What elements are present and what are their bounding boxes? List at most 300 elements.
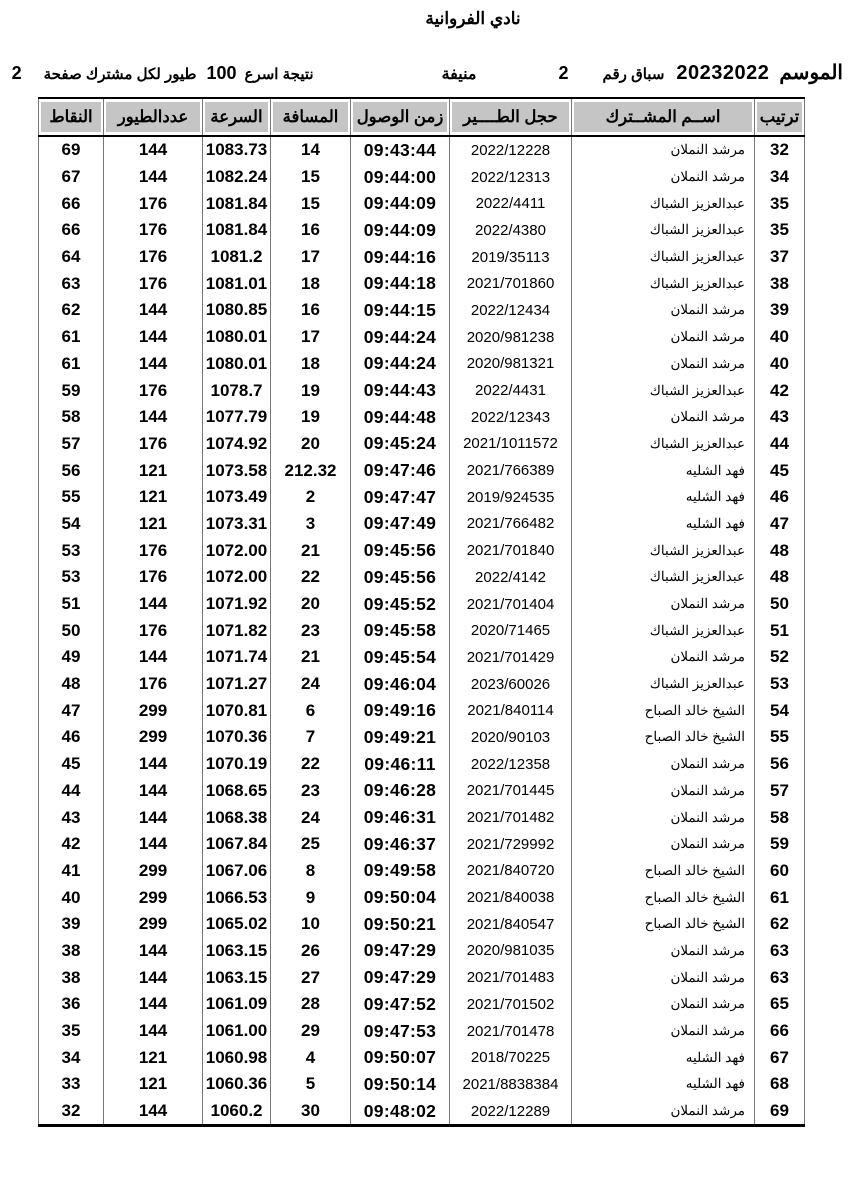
table-row: [39, 457, 805, 484]
participant-name-cell: عبدالعزيز الشباك: [572, 431, 755, 458]
bird-ring-cell: 2021/701483: [450, 964, 572, 991]
birds-count-cell: 144: [104, 644, 203, 671]
points-cell: 64: [39, 244, 104, 271]
bird-ring-cell: 2020/71465: [450, 617, 572, 644]
season-label: الموسم: [779, 62, 843, 84]
distance-cell: 20: [271, 431, 351, 458]
participant-name-cell: عبدالعزيز الشباك: [572, 270, 755, 297]
birds-count-cell: 176: [104, 564, 203, 591]
table-row: [39, 244, 805, 271]
arrival-time-cell: 09:46:11: [351, 751, 450, 778]
bird-ring-cell: 2021/701482: [450, 804, 572, 831]
rank-cell: 50: [755, 591, 805, 618]
distance-cell: 8: [271, 858, 351, 885]
participant-name-cell: الشيخ خالد الصباح: [572, 884, 755, 911]
bird-ring-cell: 2021/729992: [450, 831, 572, 858]
points-cell: 54: [39, 511, 104, 538]
distance-cell: 7: [271, 724, 351, 751]
arrival-time-cell: 09:50:14: [351, 1071, 450, 1098]
birds-count-cell: 144: [104, 991, 203, 1018]
speed-cell: 1070.19: [203, 751, 271, 778]
distance-cell: 25: [271, 831, 351, 858]
bird-ring-cell: 2021/840038: [450, 884, 572, 911]
speed-cell: 1077.79: [203, 404, 271, 431]
arrival-time-cell: 09:50:07: [351, 1044, 450, 1071]
rank-cell: 65: [755, 991, 805, 1018]
participant-name-cell: عبدالعزيز الشباك: [572, 217, 755, 244]
participant-name-cell: مرشد النملان: [572, 324, 755, 351]
rank-cell: 62: [755, 911, 805, 938]
arrival-time-cell: 09:44:18: [351, 270, 450, 297]
bird-ring-cell: 2021/840547: [450, 911, 572, 938]
bird-ring-cell: 2021/701840: [450, 537, 572, 564]
column-header-name-label: اســم المشــترك: [574, 102, 752, 132]
speed-cell: 1078.7: [203, 377, 271, 404]
arrival-time-cell: 09:45:58: [351, 617, 450, 644]
birds-count-cell: 144: [104, 964, 203, 991]
speed-cell: 1063.15: [203, 964, 271, 991]
bird-ring-cell: 2021/701478: [450, 1018, 572, 1045]
points-cell: 38: [39, 938, 104, 965]
distance-cell: 18: [271, 270, 351, 297]
birds-count-cell: 176: [104, 537, 203, 564]
rank-cell: 42: [755, 377, 805, 404]
season-value: 20232022: [676, 62, 770, 84]
bird-ring-cell: 2022/12228: [450, 136, 572, 164]
table-row: [39, 270, 805, 297]
column-header-speed-label: السرعة: [205, 102, 268, 132]
birds-count-cell: 121: [104, 1044, 203, 1071]
table-row: [39, 1018, 805, 1045]
rank-cell: 35: [755, 190, 805, 217]
points-cell: 35: [39, 1018, 104, 1045]
table-row: [39, 697, 805, 724]
arrival-time-cell: 09:50:21: [351, 911, 450, 938]
rank-cell: 39: [755, 297, 805, 324]
participant-name-cell: مرشد النملان: [572, 164, 755, 191]
participant-name-cell: مرشد النملان: [572, 136, 755, 164]
rank-cell: 60: [755, 858, 805, 885]
bird-ring-cell: 2022/12289: [450, 1098, 572, 1126]
table-row: [39, 1071, 805, 1098]
birds-count-cell: 176: [104, 617, 203, 644]
participant-name-cell: الشيخ خالد الصباح: [572, 911, 755, 938]
column-header-distance: [271, 98, 351, 136]
participant-name-cell: عبدالعزيز الشباك: [572, 244, 755, 271]
rank-cell: 53: [755, 671, 805, 698]
table-row: [39, 644, 805, 671]
arrival-time-cell: 09:48:02: [351, 1098, 450, 1126]
participant-name-cell: مرشد النملان: [572, 938, 755, 965]
distance-cell: 26: [271, 938, 351, 965]
birds-count-cell: 144: [104, 164, 203, 191]
distance-cell: 27: [271, 964, 351, 991]
points-cell: 50: [39, 617, 104, 644]
rank-cell: 45: [755, 457, 805, 484]
points-cell: 53: [39, 537, 104, 564]
birds-count-cell: 176: [104, 431, 203, 458]
speed-cell: 1081.01: [203, 270, 271, 297]
rank-cell: 35: [755, 217, 805, 244]
distance-cell: 16: [271, 297, 351, 324]
column-header-distance-label: المسافة: [273, 102, 348, 132]
distance-cell: 15: [271, 190, 351, 217]
points-cell: 41: [39, 858, 104, 885]
distance-cell: 14: [271, 136, 351, 164]
speed-cell: 1065.02: [203, 911, 271, 938]
table-row: [39, 297, 805, 324]
speed-cell: 1060.2: [203, 1098, 271, 1126]
arrival-time-cell: 09:49:16: [351, 697, 450, 724]
bird-ring-cell: 2019/35113: [450, 244, 572, 271]
participant-name-cell: الشيخ خالد الصباح: [572, 858, 755, 885]
arrival-time-cell: 09:44:24: [351, 351, 450, 378]
results-table-body: [39, 136, 805, 1126]
column-header-birds-label: عددالطيور: [106, 102, 200, 132]
race-location-name: منيفة: [441, 66, 477, 83]
distance-cell: 212.32: [271, 457, 351, 484]
speed-cell: 1063.15: [203, 938, 271, 965]
distance-cell: 22: [271, 564, 351, 591]
participant-name-cell: مرشد النملان: [572, 991, 755, 1018]
participant-name-cell: مرشد النملان: [572, 644, 755, 671]
birds-count-cell: 299: [104, 724, 203, 751]
arrival-time-cell: 09:47:29: [351, 964, 450, 991]
bird-ring-cell: 2021/766482: [450, 511, 572, 538]
points-cell: 59: [39, 377, 104, 404]
table-row: [39, 511, 805, 538]
arrival-time-cell: 09:45:52: [351, 591, 450, 618]
arrival-time-cell: 09:44:00: [351, 164, 450, 191]
birds-count-cell: 176: [104, 671, 203, 698]
distance-cell: 23: [271, 617, 351, 644]
participant-name-cell: الشيخ خالد الصباح: [572, 724, 755, 751]
table-row: [39, 217, 805, 244]
points-cell: 61: [39, 351, 104, 378]
rank-cell: 40: [755, 324, 805, 351]
results-table: [38, 97, 805, 1127]
speed-cell: 1074.92: [203, 431, 271, 458]
points-cell: 51: [39, 591, 104, 618]
points-cell: 62: [39, 297, 104, 324]
bird-ring-cell: 2020/981321: [450, 351, 572, 378]
results-table-header: [39, 98, 805, 136]
arrival-time-cell: 09:46:31: [351, 804, 450, 831]
points-cell: 36: [39, 991, 104, 1018]
participant-name-cell: فهد الشليه: [572, 457, 755, 484]
arrival-time-cell: 09:44:09: [351, 217, 450, 244]
birds-count-cell: 121: [104, 1071, 203, 1098]
participant-name-cell: مرشد النملان: [572, 1018, 755, 1045]
birds-count-cell: 176: [104, 244, 203, 271]
bird-ring-cell: 2021/701445: [450, 778, 572, 805]
rank-cell: 47: [755, 511, 805, 538]
speed-cell: 1072.00: [203, 564, 271, 591]
speed-cell: 1072.00: [203, 537, 271, 564]
arrival-time-cell: 09:46:04: [351, 671, 450, 698]
arrival-time-cell: 09:50:04: [351, 884, 450, 911]
bird-ring-cell: 2021/701404: [450, 591, 572, 618]
birds-count-cell: 144: [104, 591, 203, 618]
arrival-time-cell: 09:44:15: [351, 297, 450, 324]
rank-cell: 44: [755, 431, 805, 458]
bird-ring-cell: 2022/12358: [450, 751, 572, 778]
points-cell: 38: [39, 964, 104, 991]
points-cell: 61: [39, 324, 104, 351]
participant-name-cell: الشيخ خالد الصباح: [572, 697, 755, 724]
distance-cell: 28: [271, 991, 351, 1018]
participant-name-cell: مرشد النملان: [572, 297, 755, 324]
column-header-ring-label: حجل الطــــير: [452, 102, 569, 132]
rank-cell: 59: [755, 831, 805, 858]
rank-cell: 37: [755, 244, 805, 271]
participant-name-cell: مرشد النملان: [572, 404, 755, 431]
distance-cell: 17: [271, 244, 351, 271]
participant-name-cell: مرشد النملان: [572, 751, 755, 778]
table-row: [39, 884, 805, 911]
speed-cell: 1080.01: [203, 324, 271, 351]
rank-cell: 67: [755, 1044, 805, 1071]
rank-cell: 48: [755, 564, 805, 591]
speed-cell: 1081.2: [203, 244, 271, 271]
speed-cell: 1082.24: [203, 164, 271, 191]
points-cell: 32: [39, 1098, 104, 1126]
participant-name-cell: عبدالعزيز الشباك: [572, 617, 755, 644]
distance-cell: 22: [271, 751, 351, 778]
table-row: [39, 804, 805, 831]
bird-ring-cell: 2021/840720: [450, 858, 572, 885]
bird-ring-cell: 2022/4411: [450, 190, 572, 217]
birds-count-cell: 144: [104, 324, 203, 351]
birds-count-cell: 299: [104, 858, 203, 885]
race-info-line: [0, 60, 848, 85]
column-header-birds: [104, 98, 203, 136]
distance-cell: 19: [271, 404, 351, 431]
table-row: [39, 537, 805, 564]
column-header-time-label: زمن الوصول: [353, 102, 447, 132]
distance-cell: 23: [271, 778, 351, 805]
participant-name-cell: مرشد النملان: [572, 831, 755, 858]
rank-cell: 68: [755, 1071, 805, 1098]
distance-cell: 6: [271, 697, 351, 724]
speed-cell: 1070.36: [203, 724, 271, 751]
table-row: [39, 778, 805, 805]
rank-cell: 52: [755, 644, 805, 671]
table-row: [39, 831, 805, 858]
participant-name-cell: عبدالعزيز الشباك: [572, 537, 755, 564]
table-row: [39, 190, 805, 217]
birds-count-cell: 299: [104, 911, 203, 938]
birds-count-cell: 144: [104, 297, 203, 324]
points-cell: 40: [39, 884, 104, 911]
distance-cell: 24: [271, 671, 351, 698]
rank-cell: 57: [755, 778, 805, 805]
rank-cell: 43: [755, 404, 805, 431]
column-header-name: [572, 98, 755, 136]
birds-count-cell: 144: [104, 778, 203, 805]
speed-cell: 1068.38: [203, 804, 271, 831]
rank-cell: 63: [755, 964, 805, 991]
points-cell: 55: [39, 484, 104, 511]
table-row: [39, 351, 805, 378]
points-cell: 66: [39, 217, 104, 244]
rank-cell: 34: [755, 164, 805, 191]
rank-cell: 56: [755, 751, 805, 778]
birds-count-cell: 144: [104, 136, 203, 164]
arrival-time-cell: 09:49:58: [351, 858, 450, 885]
arrival-time-cell: 09:44:09: [351, 190, 450, 217]
points-cell: 46: [39, 724, 104, 751]
distance-cell: 15: [271, 164, 351, 191]
speed-cell: 1066.53: [203, 884, 271, 911]
arrival-time-cell: 09:46:37: [351, 831, 450, 858]
points-cell: 63: [39, 270, 104, 297]
rank-cell: 61: [755, 884, 805, 911]
arrival-time-cell: 09:47:52: [351, 991, 450, 1018]
race-number-value: 2: [558, 63, 569, 83]
arrival-time-cell: 09:45:54: [351, 644, 450, 671]
points-cell: 58: [39, 404, 104, 431]
bird-ring-cell: 2020/981035: [450, 938, 572, 965]
rank-cell: 66: [755, 1018, 805, 1045]
distance-cell: 10: [271, 911, 351, 938]
distance-cell: 4: [271, 1044, 351, 1071]
bird-ring-cell: 2021/701502: [450, 991, 572, 1018]
points-cell: 48: [39, 671, 104, 698]
participant-name-cell: فهد الشليه: [572, 1044, 755, 1071]
points-cell: 45: [39, 751, 104, 778]
table-row: [39, 164, 805, 191]
birds-count-cell: 144: [104, 804, 203, 831]
points-cell: 67: [39, 164, 104, 191]
points-cell: 44: [39, 778, 104, 805]
rank-cell: 51: [755, 617, 805, 644]
participant-name-cell: مرشد النملان: [572, 778, 755, 805]
speed-cell: 1061.09: [203, 991, 271, 1018]
points-cell: 66: [39, 190, 104, 217]
table-row: [39, 938, 805, 965]
birds-count-cell: 144: [104, 351, 203, 378]
speed-cell: 1071.27: [203, 671, 271, 698]
table-row: [39, 617, 805, 644]
points-cell: 33: [39, 1071, 104, 1098]
birds-count-cell: 121: [104, 484, 203, 511]
birds-count-cell: 144: [104, 831, 203, 858]
bird-ring-cell: 2021/701429: [450, 644, 572, 671]
participant-name-cell: مرشد النملان: [572, 964, 755, 991]
participant-name-cell: عبدالعزيز الشباك: [572, 671, 755, 698]
speed-cell: 1073.31: [203, 511, 271, 538]
table-row: [39, 724, 805, 751]
birds-count-cell: 176: [104, 377, 203, 404]
bird-ring-cell: 2022/12313: [450, 164, 572, 191]
arrival-time-cell: 09:44:43: [351, 377, 450, 404]
table-row: [39, 484, 805, 511]
bird-ring-cell: 2022/12434: [450, 297, 572, 324]
rank-cell: 63: [755, 938, 805, 965]
birds-count-cell: 176: [104, 217, 203, 244]
birds-count-cell: 144: [104, 751, 203, 778]
distance-cell: 29: [271, 1018, 351, 1045]
table-row: [39, 591, 805, 618]
bird-ring-cell: 2021/840114: [450, 697, 572, 724]
rank-cell: 32: [755, 136, 805, 164]
arrival-time-cell: 09:44:48: [351, 404, 450, 431]
speed-cell: 1073.49: [203, 484, 271, 511]
bird-ring-cell: 2021/766389: [450, 457, 572, 484]
speed-cell: 1070.81: [203, 697, 271, 724]
speed-cell: 1080.01: [203, 351, 271, 378]
participant-name-cell: عبدالعزيز الشباك: [572, 377, 755, 404]
speed-cell: 1073.58: [203, 457, 271, 484]
table-row: [39, 964, 805, 991]
page-number: 2: [11, 63, 22, 83]
column-header-ring: [450, 98, 572, 136]
birds-count-cell: 144: [104, 938, 203, 965]
speed-cell: 1071.74: [203, 644, 271, 671]
arrival-time-cell: 09:45:56: [351, 564, 450, 591]
table-row: [39, 858, 805, 885]
speed-cell: 1067.84: [203, 831, 271, 858]
speed-cell: 1061.00: [203, 1018, 271, 1045]
rank-cell: 58: [755, 804, 805, 831]
participant-name-cell: مرشد النملان: [572, 804, 755, 831]
points-cell: 57: [39, 431, 104, 458]
birds-count-cell: 299: [104, 884, 203, 911]
distance-cell: 30: [271, 1098, 351, 1126]
points-cell: 69: [39, 136, 104, 164]
distance-cell: 17: [271, 324, 351, 351]
participant-name-cell: عبدالعزيز الشباك: [572, 190, 755, 217]
distance-cell: 24: [271, 804, 351, 831]
participant-name-cell: مرشد النملان: [572, 591, 755, 618]
rank-cell: 54: [755, 697, 805, 724]
arrival-time-cell: 09:45:24: [351, 431, 450, 458]
table-row: [39, 136, 805, 164]
distance-cell: 16: [271, 217, 351, 244]
table-row: [39, 1044, 805, 1071]
bird-ring-cell: 2021/1011572: [450, 431, 572, 458]
bird-ring-cell: 2020/90103: [450, 724, 572, 751]
distance-cell: 2: [271, 484, 351, 511]
column-header-points: [39, 98, 104, 136]
distance-cell: 20: [271, 591, 351, 618]
participant-name-cell: مرشد النملان: [572, 1098, 755, 1126]
arrival-time-cell: 09:46:28: [351, 778, 450, 805]
header-row: [39, 98, 805, 136]
bird-ring-cell: 2022/4380: [450, 217, 572, 244]
rank-cell: 40: [755, 351, 805, 378]
column-header-rank-label: ترتيب: [757, 102, 802, 132]
participant-name-cell: فهد الشليه: [572, 511, 755, 538]
points-cell: 49: [39, 644, 104, 671]
speed-cell: 1060.98: [203, 1044, 271, 1071]
bird-ring-cell: 2022/12343: [450, 404, 572, 431]
column-header-speed: [203, 98, 271, 136]
result-suffix-label: طيور لكل مشترك صفحة: [43, 66, 197, 83]
birds-count-cell: 176: [104, 270, 203, 297]
table-row: [39, 404, 805, 431]
speed-cell: 1071.92: [203, 591, 271, 618]
points-cell: 43: [39, 804, 104, 831]
arrival-time-cell: 09:44:24: [351, 324, 450, 351]
bird-ring-cell: 2018/70225: [450, 1044, 572, 1071]
speed-cell: 1081.84: [203, 217, 271, 244]
table-row: [39, 564, 805, 591]
birds-count-cell: 299: [104, 697, 203, 724]
arrival-time-cell: 09:45:56: [351, 537, 450, 564]
bird-ring-cell: 2022/4142: [450, 564, 572, 591]
